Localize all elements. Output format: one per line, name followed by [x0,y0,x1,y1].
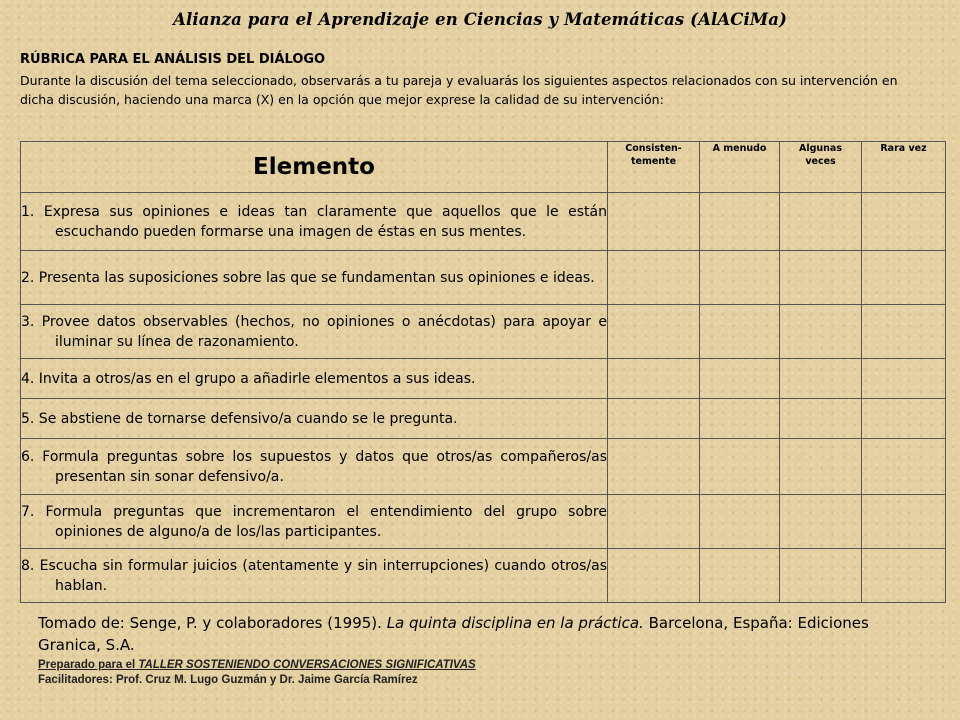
consistently-column-header: Consisten- temente [608,142,700,193]
mark-cell-rarely[interactable] [862,193,946,251]
mark-cell-sometimes[interactable] [780,549,862,603]
rubric-item-text: 4. Invita a otros/as en el grupo a añadirle elementos a sus ideas. [21,370,476,387]
prepared-for-line [38,659,476,671]
rubric-row [21,305,946,359]
mark-cell-often[interactable] [700,251,780,305]
mark-cell-consistently[interactable] [608,399,700,439]
mark-cell-often[interactable] [700,399,780,439]
rubric-row [21,251,946,305]
mark-cell-sometimes[interactable] [780,251,862,305]
mark-cell-rarely[interactable] [862,439,946,495]
citation-authors: Tomado de: Senge, P. y colaboradores (1995). [38,614,382,632]
mark-cell-rarely[interactable] [862,305,946,359]
mark-cell-consistently[interactable] [608,305,700,359]
rubric-table [20,141,946,603]
mark-cell-often[interactable] [700,549,780,603]
mark-cell-consistently[interactable] [608,549,700,603]
facilitators-line: Facilitadores: Prof. Cruz M. Lugo Guzmán y Dr. Jaime García Ramírez [38,674,418,686]
document-title: Alianza para el Aprendizaje en Ciencias y Matemáticas (AlACiMa) [173,10,787,29]
mark-cell-sometimes[interactable] [780,359,862,399]
often-column-header: A menudo [700,142,780,193]
rubric-instructions: Durante la discusión del tema seleccionado, observarás a tu pareja y evaluarás los siguientes aspectos relacionados con su intervención en dicha discusión, haciendo una marca (X) en la opción que mejor exprese la calidad de su intervención: [20,73,898,107]
mark-cell-consistently[interactable] [608,359,700,399]
mark-cell-sometimes[interactable] [780,439,862,495]
mark-cell-sometimes[interactable] [780,399,862,439]
sometimes-column-header: Algunas veces [780,142,862,193]
mark-cell-consistently[interactable] [608,251,700,305]
rubric-row [21,359,946,399]
citation-book-title: La quinta disciplina en la práctica. [386,614,644,632]
rubric-item-text: 5. Se abstiene de tornarse defensivo/a cuando se le pregunta. [21,410,458,427]
mark-cell-often[interactable] [700,305,780,359]
mark-cell-often[interactable] [700,359,780,399]
rubric-heading: RÚBRICA PARA EL ANÁLISIS DEL DIÁLOGO [20,52,326,67]
mark-cell-rarely[interactable] [862,549,946,603]
prepared-for-label: Preparado para el [38,659,136,671]
rubric-item-text: 8. Escucha sin formular juicios (atentamente y sin interrupciones) cuando otros/as hablan. [21,557,607,594]
mark-cell-rarely[interactable] [862,399,946,439]
mark-cell-rarely[interactable] [862,359,946,399]
mark-cell-often[interactable] [700,439,780,495]
mark-cell-sometimes[interactable] [780,305,862,359]
mark-cell-consistently[interactable] [608,193,700,251]
rubric-row [21,495,946,549]
rarely-column-header: Rara vez [862,142,946,193]
mark-cell-rarely[interactable] [862,495,946,549]
mark-cell-consistently[interactable] [608,495,700,549]
element-column-header: Elemento [21,142,608,193]
mark-cell-consistently[interactable] [608,439,700,495]
mark-cell-rarely[interactable] [862,251,946,305]
mark-cell-often[interactable] [700,193,780,251]
rubric-item-text: 1. Expresa sus opiniones e ideas tan claramente que aquellos que le están escuchando pueden formarse una imagen de éstas en sus mentes. [21,203,607,240]
mark-cell-sometimes[interactable] [780,193,862,251]
rubric-row [21,399,946,439]
rubric-row [21,193,946,251]
rubric-row [21,549,946,603]
rubric-header-row [21,142,946,193]
rubric-item-text: 6. Formula preguntas sobre los supuestos y datos que otros/as compañeros/as presentan sin sonar defensivo/a. [21,448,607,485]
workshop-name: TALLER SOSTENIENDO CONVERSACIONES SIGNIFICATIVAS [138,659,476,671]
rubric-item-text: 3. Provee datos observables (hechos, no opiniones o anécdotas) para apoyar e iluminar su línea de razonamiento. [21,313,607,350]
rubric-item-text: 7. Formula preguntas que incrementaron el entendimiento del grupo sobre opiniones de alguno/a de los/las participantes. [21,503,607,540]
rubric-item-text: 2. Presenta las suposiciones sobre las que se fundamentan sus opiniones e ideas. [21,269,595,286]
mark-cell-often[interactable] [700,495,780,549]
citation-publisher: Barcelona, España: Ediciones Granica, S.A. [38,614,869,654]
mark-cell-sometimes[interactable] [780,495,862,549]
rubric-row [21,439,946,495]
source-citation [38,612,933,656]
